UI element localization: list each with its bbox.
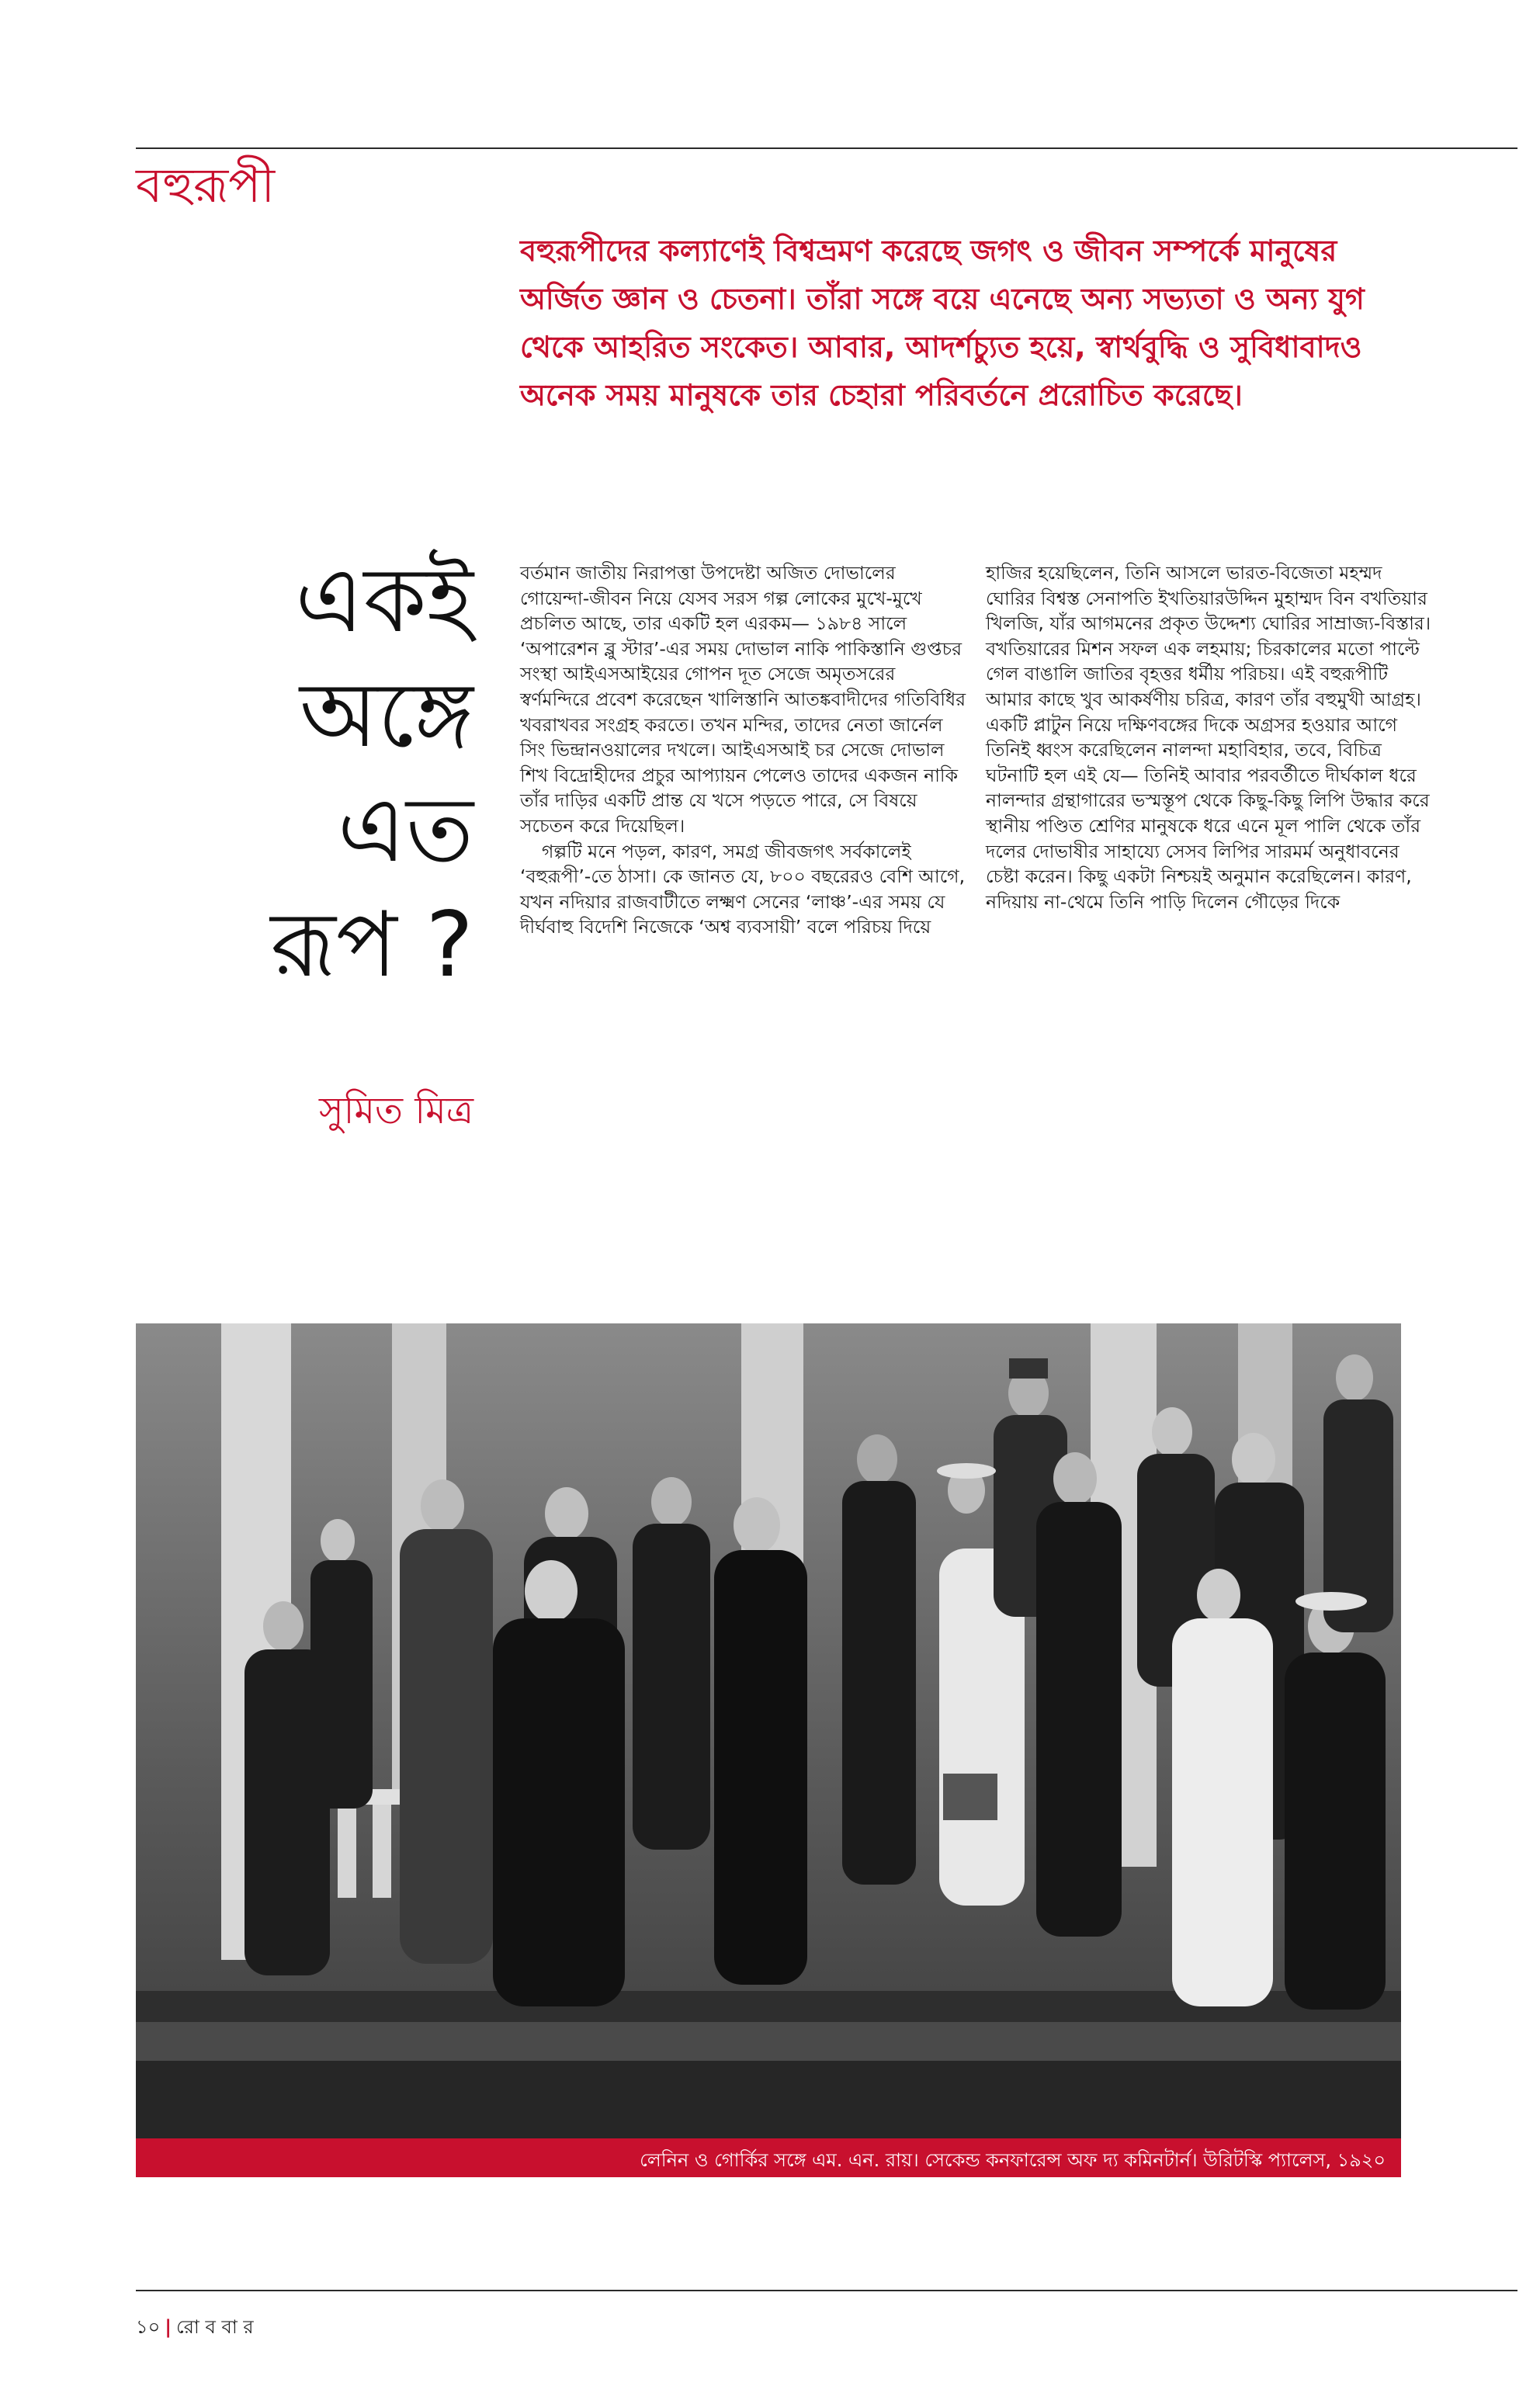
headline-line-2: অঙ্গে	[299, 663, 473, 768]
headline	[210, 543, 473, 1003]
body-paragraph: গল্পটি মনে পড়ল, কারণ, সমগ্র জীবজগৎ সর্বকালেই ‘বহুরূপী’-তে ঠাসা। কে জানত যে, ৮০০ বছরেরও বেশি আগে, যখন নদিয়ার রাজবাটীতে লক্ষ্মণ সেনের ‘লাঞ্চ’-এর সময় যে দীর্ঘবাহু বিদেশি নিজেকে ‘অশ্ব ব্যবসায়ী’ বলে পরিচয় দিয়ে	[520, 840, 966, 938]
photo-illustration	[136, 1323, 1401, 2138]
folio-separator: |	[165, 2316, 172, 2338]
body-column-right	[986, 560, 1436, 914]
body-paragraph: বর্তমান জাতীয় নিরাপত্তা উপদেষ্টা অজিত দোভালের গোয়েন্দা-জীবন নিয়ে যেসব সরস গল্প লোকের মুখে-মুখে প্রচলিত আছে, তার একটি হল এরকম— ১৯৮৪ সালে ‘অপারেশন ব্লু স্টার’-এর সময় দোভাল নাকি পাকিস্তানি গুপ্তচর সংস্থা আইএসআইয়ের গোপন দূত সেজে অমৃতসরের স্বর্ণমন্দিরে প্রবেশ করেছেন খালিস্তানি আতঙ্কবাদীদের গতিবিধির খবরাখবর সংগ্রহ করতে। তখন মন্দির, তাদের নেতা জার্নেল সিং ভিন্দ্রানওয়ালের দখলে। আইএসআই চর সেজে দোভাল শিখ বিদ্রোহীদের প্রচুর আপ্যায়ন পেলেও তাদের একজন নাকি তাঁর দাড়ির একটি প্রান্ত যে খসে পড়তে পারে, সে বিষয়ে সচেতন করে দিয়েছিল।	[520, 562, 966, 837]
body-paragraph: হাজির হয়েছিলেন, তিনি আসলে ভারত-বিজেতা মহম্মদ ঘোরির বিশ্বস্ত সেনাপতি ইখতিয়ারউদ্দিন মুহাম্মদ বিন বখতিয়ার খিলজি, যাঁর আগমনের প্রকৃত উদ্দেশ্য ঘোরির সাম্রাজ্য-বিস্তার। বখতিয়ারের মিশন সফল এক লহমায়; চিরকালের মতো পাল্টে গেল বাঙালি জাতির বৃহত্তর ধর্মীয় পরিচয়। এই বহুরূপীটি আমার কাছে খুব আকর্ষণীয় চরিত্র, কারণ তাঁর বহুমুখী আগ্রহ। একটি প্লাটুন নিয়ে দক্ষিণবঙ্গের দিকে অগ্রসর হওয়ার আগে তিনিই ধ্বংস করেছিলেন নালন্দা মহাবিহার, তবে, বিচিত্র ঘটনাটি হল এই যে— তিনিই আবার পরবর্তীতে দীর্ঘকাল ধরে নালন্দার গ্রন্থাগারের ভস্মস্তূপ থেকে কিছু-কিছু লিপি উদ্ধার করে স্থানীয় পণ্ডিত শ্রেণির মানুষকে ধরে এনে মূল পালি থেকে তাঁর দলের দোভাষীর সাহায্যে সেসব লিপির সারমর্ম অনুধাবনের চেষ্টা করেন। কিছু একটা নিশ্চয়ই অনুমান করেছিলেন। কারণ, নদিয়ায় না-থেমে তিনি পাড়ি দিলেন গৌড়ের দিকে	[986, 562, 1431, 913]
section-label: বহুরূপী	[136, 157, 276, 213]
photo-caption-bar	[136, 2138, 1401, 2177]
bottom-rule	[136, 2290, 1517, 2291]
body-column-left	[520, 560, 970, 940]
page-number: ১০	[136, 2316, 161, 2338]
headline-line-4: রূপ ?	[270, 893, 473, 997]
byline: সুমিত মিত্র	[318, 1089, 473, 1132]
page-folio	[136, 2313, 254, 2344]
historical-group-photo	[136, 1323, 1401, 2138]
photo-caption: লেনিন ও গোর্কির সঙ্গে এম. এন. রায়। সেকেন্ড কনফারেন্স অফ দ্য কমিনটার্ন। উরিটস্কি প্যালেস, ১৯২০	[640, 2149, 1386, 2171]
magazine-name: রো ব বা র	[175, 2316, 254, 2338]
headline-line-1: একই	[295, 548, 473, 653]
standfirst-deck: বহুরূপীদের কল্যাণেই বিশ্বভ্রমণ করেছে জগৎ ও জীবন সম্পর্কে মানুষের অর্জিত জ্ঞান ও চেতনা। তাঁরা সঙ্গে বয়ে এনেছে অন্য সভ্যতা ও অন্য যুগ থেকে আহরিত সংকেত। আবার, আদর্শচ্যুত হয়ে, স্বার্থবুদ্ধি ও সুবিধাবাদও অনেক সময় মানুষকে তার চেহারা পরিবর্তনে প্ররোচিত করেছে।	[520, 234, 1365, 412]
top-rule	[136, 147, 1517, 149]
headline-line-3: এত	[337, 778, 473, 883]
